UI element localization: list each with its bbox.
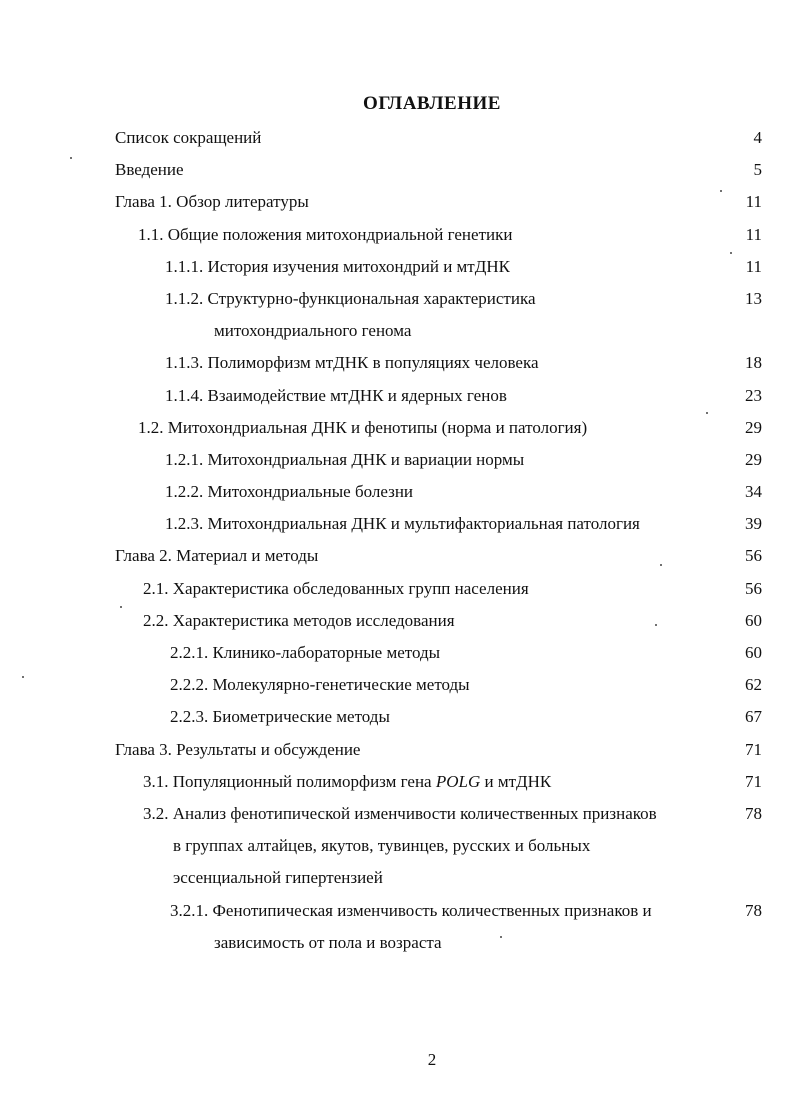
toc-entry-text: зависимость от пола и возраста — [214, 932, 442, 952]
toc-entry-page: 60 — [745, 610, 762, 630]
scan-speck — [720, 190, 722, 192]
toc-entry-text-part: 3.1. Популяционный полиморфизм гена — [143, 771, 436, 791]
toc-entry-page: 78 — [745, 900, 762, 920]
toc-entry-page: 23 — [745, 385, 762, 405]
toc-entry-page: 56 — [745, 578, 762, 598]
toc-entry-text: 1.2.2. Митохондриальные болезни — [165, 482, 414, 502]
toc-entry-introduction — [0, 156, 794, 188]
scan-speck — [706, 412, 708, 414]
toc-entry-text: эссенциальной гипертензией — [173, 868, 383, 888]
toc-entry-page: 67 — [745, 707, 762, 727]
scan-speck — [120, 606, 122, 608]
toc-entry-2-2 — [0, 607, 794, 639]
toc-entry-text: 2.2.3. Биометрические методы — [170, 707, 390, 727]
toc-entry-text: в группах алтайцев, якутов, тувинцев, русских и больных — [173, 836, 591, 856]
toc-entry-1-1-4 — [0, 382, 794, 414]
toc-entry-1-2 — [0, 414, 794, 446]
toc-entry-text: 2.2.1. Клинико-лабораторные методы — [170, 643, 441, 662]
toc-entry-abbreviations — [0, 124, 794, 156]
toc-entry-text: 1.1.3. Полиморфизм мтДНК в популяциях человека — [165, 353, 539, 373]
toc-entry-text: 1.1.4. Взаимодействие мтДНК и ядерных генов — [165, 385, 507, 405]
toc-entry-1-2-1 — [0, 446, 794, 478]
scan-speck — [70, 157, 72, 159]
toc-entry-1-1-2 — [0, 285, 794, 317]
toc-entry-1-2-3 — [0, 510, 794, 542]
toc-entry-page: 5 — [753, 160, 762, 180]
toc-entry-3-2-1 — [0, 897, 794, 929]
toc-entry-text: 3.2.1. Фенотипическая изменчивость количественных признаков и — [170, 900, 652, 920]
toc-entry-page: 11 — [745, 256, 762, 276]
toc-entry-page: 11 — [745, 192, 762, 212]
toc-entry-1-2-2 — [0, 478, 794, 510]
toc-entry-chapter-1 — [0, 188, 794, 220]
page-number: 2 — [427, 1050, 437, 1069]
toc-entry-text: 1.2. Митохондриальная ДНК и фенотипы (норма и патология) — [138, 417, 588, 437]
toc-entry-text: 1.1. Общие положения митохондриальной генетики — [138, 224, 513, 244]
toc-entry-page: 11 — [745, 224, 762, 244]
toc-entry-page: 56 — [745, 546, 762, 566]
toc-entry-page: 71 — [745, 771, 762, 791]
toc-entry-page: 29 — [745, 417, 762, 437]
table-of-contents — [0, 124, 794, 961]
toc-entry-text: Глава 2. Материал и методы — [115, 546, 319, 566]
toc-entry-text-part: и мтДНК — [480, 771, 552, 791]
toc-entry-text: Глава 1. Обзор литературы — [115, 192, 309, 212]
toc-entry-page: 71 — [745, 739, 762, 759]
toc-entry-1-1-2-continued — [0, 317, 794, 349]
toc-entry-3-1 — [0, 768, 794, 800]
toc-entry-page: 60 — [745, 643, 762, 662]
toc-entry-page: 39 — [745, 514, 762, 534]
toc-entry-2-2-2 — [0, 671, 794, 703]
toc-entry-text: Глава 3. Результаты и обсуждение — [115, 739, 361, 759]
toc-entry-2-1 — [0, 575, 794, 607]
toc-entry-text: 3.2. Анализ фенотипической изменчивости количественных признаков — [143, 803, 657, 823]
scan-speck — [655, 624, 657, 626]
toc-entry-chapter-3 — [0, 736, 794, 768]
toc-entry-text: 2.2. Характеристика методов исследования — [143, 610, 455, 630]
toc-entry-text: 1.1.1. История изучения митохондрий и мтДНК — [165, 256, 510, 276]
toc-entry-3-2-1-continued — [0, 929, 794, 961]
scan-speck — [730, 252, 732, 254]
toc-entry-1-1 — [0, 221, 794, 253]
toc-entry-text: 2.1. Характеристика обследованных групп населения — [143, 578, 529, 598]
toc-entry-2-2-1 — [0, 639, 794, 671]
toc-entry-3-2 — [0, 800, 794, 832]
toc-entry-text: 2.2.2. Молекулярно-генетические методы — [170, 675, 470, 695]
scan-speck — [22, 676, 24, 678]
toc-entry-1-1-3 — [0, 349, 794, 381]
toc-entry-text: 1.2.1. Митохондриальная ДНК и вариации нормы — [165, 449, 525, 469]
toc-entry-text: митохондриального генома — [214, 321, 412, 341]
toc-entry-3-2-continued-2 — [0, 864, 794, 896]
toc-entry-page: 78 — [745, 803, 762, 823]
toc-entry-text: 1.2.3. Митохондриальная ДНК и мультифакториальная патология — [165, 514, 640, 534]
toc-entry-page: 4 — [753, 128, 762, 147]
toc-entry-text: Введение — [115, 160, 184, 180]
toc-entry-chapter-2 — [0, 542, 794, 574]
scan-speck — [500, 936, 502, 938]
toc-entry-2-2-3 — [0, 703, 794, 735]
toc-entry-page: 62 — [745, 675, 762, 695]
toc-entry-text — [143, 768, 551, 796]
gene-name-italic: POLG — [435, 771, 481, 791]
toc-entry-3-2-continued — [0, 832, 794, 864]
toc-entry-page: 18 — [745, 353, 762, 373]
scan-speck — [660, 564, 662, 566]
page-title: ОГЛАВЛЕНИЕ — [363, 93, 501, 114]
toc-entry-text: Список сокращений — [115, 128, 262, 147]
toc-entry-page: 34 — [745, 482, 762, 502]
toc-entry-page: 29 — [745, 449, 762, 469]
toc-entry-page: 13 — [745, 288, 762, 308]
toc-entry-1-1-1 — [0, 253, 794, 285]
toc-entry-text: 1.1.2. Структурно-функциональная характеристика — [165, 288, 536, 308]
